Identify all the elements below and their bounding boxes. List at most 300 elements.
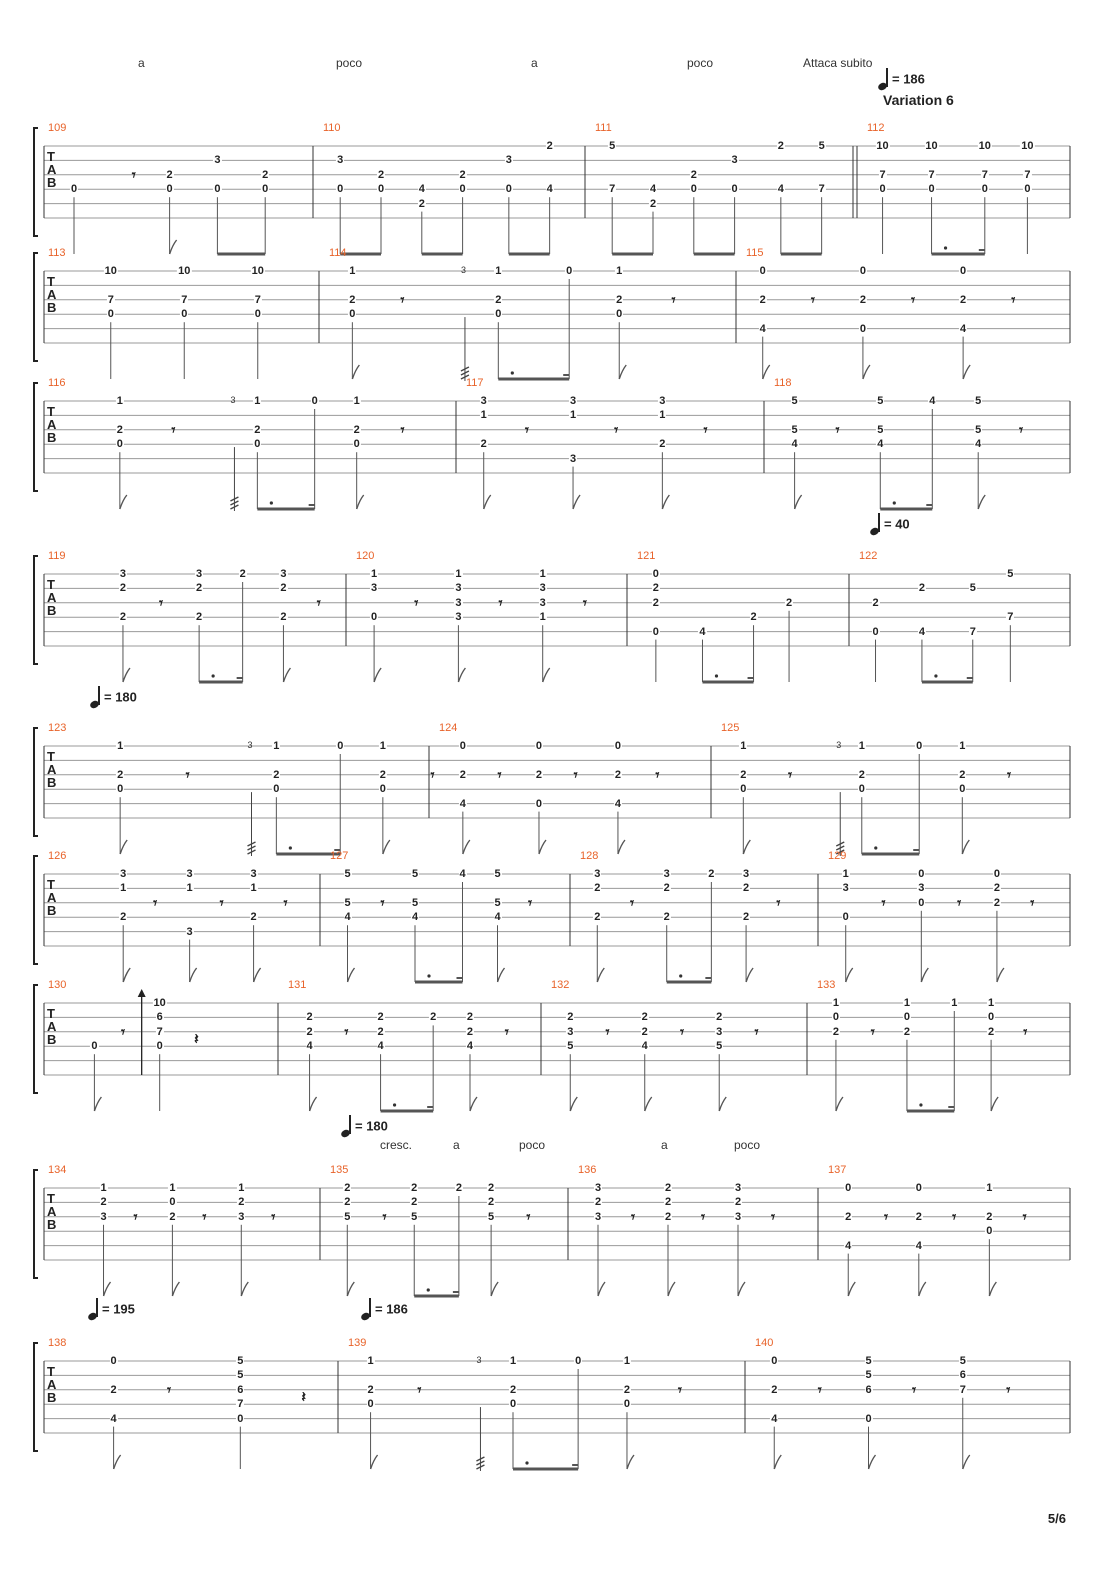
system-bracket <box>34 253 38 361</box>
tempo-marking: = 40 <box>870 515 910 535</box>
fret-number: 2 <box>743 882 750 895</box>
staff-lines <box>0 241 1110 351</box>
fret-number: 4 <box>975 438 982 451</box>
eighth-flag <box>627 1455 634 1469</box>
fret-number: 0 <box>859 265 866 277</box>
measure-number: 120 <box>356 550 375 562</box>
fret-number: 4 <box>411 911 419 924</box>
eighth-flag <box>598 1282 605 1296</box>
fret-number: 10 <box>1021 140 1034 152</box>
eighth-rest-icon: 𝄾 <box>271 1208 276 1226</box>
tab-clef-letter: A <box>47 1204 57 1219</box>
fret-number: 2 <box>418 197 425 210</box>
fret-number: 0 <box>903 1011 910 1024</box>
tab-clef-letter: T <box>47 577 55 592</box>
fret-number: 2 <box>664 1196 672 1209</box>
fret-number: 4 <box>845 1239 852 1252</box>
fret-number: 2 <box>859 293 866 306</box>
fret-number: 2 <box>663 882 670 895</box>
fret-number: 5 <box>411 868 419 880</box>
fret-number: 1 <box>740 740 747 752</box>
fret-number: 0 <box>166 183 173 196</box>
fret-number: 2 <box>858 768 865 781</box>
fret-number: 0 <box>353 438 360 451</box>
fret-number: 10 <box>153 997 166 1009</box>
triplet-mark: 3 <box>230 395 236 405</box>
tab-clef-letter: B <box>47 603 57 618</box>
fret-number: 0 <box>237 1412 244 1425</box>
expression-cresc: cresc. <box>380 1138 413 1152</box>
fret-number: 0 <box>616 308 623 321</box>
fret-number: 2 <box>509 1383 517 1396</box>
fret-number: 3 <box>731 154 738 167</box>
triplet-mark: 3 <box>247 740 253 750</box>
fret-number: 2 <box>196 582 203 595</box>
strum-arrow-head <box>138 989 146 997</box>
fret-number: 0 <box>273 783 280 796</box>
fret-number: 2 <box>262 168 269 181</box>
measure-number: 111 <box>595 122 612 134</box>
fret-number: 2 <box>993 896 1000 909</box>
fret-number: 2 <box>100 1196 107 1209</box>
fret-number: 2 <box>349 293 356 306</box>
fret-number: 2 <box>344 1196 351 1209</box>
fret-number: 3 <box>663 868 670 880</box>
eighth-flag <box>120 495 127 509</box>
fret-number: 1 <box>903 997 910 1009</box>
fret-number: 2 <box>250 911 257 924</box>
measure-number: 119 <box>48 550 66 562</box>
tab-clef-letter: T <box>47 749 55 764</box>
fret-number: 2 <box>750 611 757 624</box>
eighth-flag <box>114 1455 121 1469</box>
fret-number: 5 <box>716 1040 723 1053</box>
fret-number: 2 <box>960 293 967 306</box>
system-bracket <box>34 128 38 236</box>
fret-number: 3 <box>505 154 512 167</box>
fret-number: 1 <box>116 395 123 407</box>
fret-number: 0 <box>986 1225 993 1238</box>
tab-system <box>0 716 1110 826</box>
fret-number: 0 <box>156 1040 163 1053</box>
eighth-rest-icon: 𝄾 <box>1006 766 1011 784</box>
eighth-flag <box>172 1282 179 1296</box>
fret-number: 0 <box>832 1011 839 1024</box>
measure-number: 125 <box>721 722 740 734</box>
fret-number: 6 <box>237 1383 244 1396</box>
fret-number: 0 <box>337 740 344 752</box>
triplet-mark: 3 <box>476 1355 482 1365</box>
eighth-rest-icon: 𝄾 <box>630 894 634 912</box>
fret-number: 2 <box>546 140 553 152</box>
measure-number: 127 <box>330 850 349 862</box>
fret-number: 2 <box>652 582 659 595</box>
eighth-flag <box>919 1282 926 1296</box>
fret-number: 1 <box>569 409 577 422</box>
eighth-flag <box>371 1455 378 1469</box>
eighth-rest-icon: 𝄾 <box>912 1381 916 1399</box>
fret-number: 2 <box>690 168 697 181</box>
fret-number: 5 <box>494 896 501 909</box>
tab-system <box>0 241 1110 351</box>
quarter-note-icon <box>90 688 104 708</box>
measure-number: 118 <box>774 377 792 389</box>
measure-number: 136 <box>578 1164 597 1176</box>
fret-number: 7 <box>181 293 188 306</box>
eighth-flag <box>310 1097 317 1111</box>
fret-number: 3 <box>594 1182 602 1194</box>
fret-number: 5 <box>344 868 351 880</box>
fret-number: 5 <box>344 1210 351 1223</box>
fret-number: 0 <box>367 1398 374 1411</box>
fret-number: 2 <box>455 1182 462 1194</box>
eighth-rest-icon: 𝄾 <box>185 766 190 784</box>
tab-clef-letter: A <box>47 762 57 777</box>
fret-number: 2 <box>708 868 715 880</box>
eighth-flag <box>123 668 130 682</box>
eighth-flag <box>470 1097 477 1111</box>
fret-number: 0 <box>981 183 988 196</box>
eighth-rest-icon: 𝄾 <box>202 1208 207 1226</box>
fret-number: 0 <box>311 395 318 407</box>
eighth-rest-icon: 𝄾 <box>283 894 288 912</box>
fret-number: 2 <box>623 1383 631 1396</box>
eighth-flag <box>836 1097 843 1111</box>
fret-number: 4 <box>791 438 798 451</box>
fret-number: 0 <box>845 1182 852 1194</box>
fret-number: 3 <box>100 1210 107 1223</box>
eighth-flag <box>989 1282 996 1296</box>
fret-number: 2 <box>664 1210 672 1223</box>
augmentation-dot <box>212 674 215 677</box>
fret-number: 2 <box>495 293 502 306</box>
fret-number: 5 <box>488 1210 495 1223</box>
tab-clef-letter: B <box>47 1032 57 1047</box>
fret-number: 5 <box>411 896 419 909</box>
tempo-marking: = 186 <box>878 70 925 90</box>
eighth-rest-icon: 𝄾 <box>133 1208 138 1226</box>
augmentation-dot <box>893 501 896 504</box>
measure-number: 124 <box>439 722 458 734</box>
eighth-rest-icon: 𝄾 <box>957 894 962 912</box>
fret-number: 2 <box>567 1011 574 1024</box>
fret-number: 7 <box>107 293 114 306</box>
fret-number: 2 <box>993 882 1000 895</box>
fret-number: 2 <box>117 768 124 781</box>
fret-number: 7 <box>1007 611 1014 624</box>
fret-number: 2 <box>169 1210 176 1223</box>
fret-number: 5 <box>1007 568 1014 580</box>
eighth-rest-icon: 𝄾 <box>219 894 224 912</box>
tab-clef-letter: T <box>47 274 55 289</box>
fret-number: 2 <box>616 293 623 306</box>
fret-number: 0 <box>117 783 124 796</box>
fret-number: 2 <box>614 768 621 781</box>
fret-number: 10 <box>251 265 264 277</box>
fret-number: 2 <box>466 1011 474 1024</box>
fret-number: 5 <box>865 1369 872 1382</box>
measure-number: 129 <box>828 850 847 862</box>
fret-number: 0 <box>262 183 269 196</box>
system-bracket <box>34 1343 38 1451</box>
tab-clef-letter: B <box>47 175 57 190</box>
fret-number: 2 <box>649 197 657 210</box>
fret-number: 1 <box>371 568 378 580</box>
eighth-rest-icon: 𝄾 <box>526 1208 531 1226</box>
eighth-rest-icon: 𝄾 <box>817 1381 822 1399</box>
fret-number: 0 <box>505 183 512 196</box>
staff-lines <box>0 1158 1110 1268</box>
measure-number: 131 <box>288 979 307 991</box>
fret-number: 10 <box>978 140 991 152</box>
tab-system <box>0 116 1110 226</box>
tab-clef-letter: T <box>47 1006 55 1021</box>
eighth-flag <box>374 668 381 682</box>
tab-clef-letter: A <box>47 590 57 605</box>
fret-number: 7 <box>1024 168 1031 181</box>
fret-number: 0 <box>623 1398 631 1411</box>
fret-number: 10 <box>925 140 938 152</box>
eighth-flag <box>458 668 465 682</box>
fret-number: 2 <box>411 1196 418 1209</box>
eighth-flag <box>774 1455 781 1469</box>
fret-number: 2 <box>641 1025 648 1038</box>
eighth-rest-icon: 𝄾 <box>631 1208 635 1226</box>
fret-number: 4 <box>110 1412 117 1425</box>
fret-number: 0 <box>107 308 114 321</box>
tempo-marking: = 186 <box>361 1300 408 1320</box>
fret-number: 2 <box>120 911 127 924</box>
tab-clef-letter: T <box>47 877 55 892</box>
fret-number: 0 <box>872 625 879 638</box>
fret-number: 2 <box>959 768 966 781</box>
fret-number: 3 <box>480 395 487 407</box>
fret-number: 1 <box>100 1182 107 1194</box>
staff-lines <box>0 716 1110 826</box>
fret-number: 2 <box>488 1196 495 1209</box>
tab-clef-letter: B <box>47 1217 57 1232</box>
fret-number: 0 <box>377 183 385 196</box>
eighth-rest-icon: 𝄾 <box>671 291 676 309</box>
fret-number: 5 <box>959 1355 966 1367</box>
fret-number: 0 <box>842 911 849 924</box>
eighth-rest-icon: 𝄾 <box>573 766 578 784</box>
fret-number: 2 <box>459 168 466 181</box>
quarter-note-icon <box>878 70 892 90</box>
fret-number: 3 <box>918 882 925 895</box>
fret-number: 1 <box>659 409 666 422</box>
fret-number: 2 <box>367 1383 374 1396</box>
expression-attacca: Attaca subito <box>803 56 873 70</box>
eighth-rest-icon: 𝄾 <box>881 894 886 912</box>
eighth-rest-icon: 𝄾 <box>380 894 385 912</box>
eighth-rest-icon: 𝄾 <box>498 594 503 612</box>
fret-number: 5 <box>877 395 884 407</box>
eighth-flag <box>738 1282 745 1296</box>
tab-clef-letter: T <box>47 1364 55 1379</box>
fret-number: 0 <box>535 797 543 810</box>
fret-number: 1 <box>273 740 280 752</box>
fret-number: 3 <box>539 596 546 609</box>
fret-number: 0 <box>566 265 573 277</box>
eighth-flag <box>94 1097 101 1111</box>
eighth-rest-icon: 𝄾 <box>344 1023 349 1041</box>
fret-number: 1 <box>117 740 124 752</box>
eighth-rest-icon: 𝄾 <box>582 594 587 612</box>
fret-number: 0 <box>110 1355 117 1367</box>
tab-system <box>0 544 1110 654</box>
fret-number: 5 <box>494 868 501 880</box>
eighth-rest-icon: 𝄾 <box>870 1023 875 1041</box>
fret-number: 5 <box>865 1355 872 1367</box>
fret-number: 4 <box>377 1040 384 1053</box>
tab-clef-letter: A <box>47 890 57 905</box>
fret-number: 2 <box>771 1383 778 1396</box>
fret-number: 0 <box>116 438 123 451</box>
fret-number: 7 <box>969 625 976 638</box>
fret-number: 1 <box>616 265 623 277</box>
fret-number: 2 <box>379 768 386 781</box>
measure-number: 133 <box>817 979 836 991</box>
measure-number: 115 <box>746 247 764 259</box>
fret-number: 3 <box>569 452 577 465</box>
fret-number: 1 <box>495 265 502 277</box>
fret-number: 2 <box>196 611 203 624</box>
eighth-rest-icon: 𝄾 <box>787 766 792 784</box>
fret-number: 2 <box>411 1182 418 1194</box>
system-bracket <box>34 856 38 964</box>
augmentation-dot <box>525 1461 528 1464</box>
fret-number: 0 <box>993 868 1000 880</box>
fret-number: 2 <box>377 1011 384 1024</box>
fret-number: 2 <box>716 1011 723 1024</box>
fret-number: 4 <box>459 797 466 810</box>
measure-number: 121 <box>637 550 656 562</box>
expression-poco: poco <box>687 56 714 70</box>
fret-number: 0 <box>928 183 935 196</box>
fret-number: 7 <box>156 1025 163 1038</box>
tab-clef-letter: B <box>47 300 57 315</box>
fret-number: 2 <box>659 438 666 451</box>
fret-number: 2 <box>652 596 659 609</box>
fret-number: 4 <box>777 183 784 196</box>
fret-number: 3 <box>455 611 462 624</box>
fret-number: 4 <box>877 438 884 451</box>
fret-number: 3 <box>569 395 577 407</box>
fret-number: 2 <box>845 1210 852 1223</box>
augmentation-dot <box>427 1288 430 1291</box>
quarter-rest-icon: 𝄽 <box>301 1389 306 1407</box>
fret-number: 2 <box>663 911 670 924</box>
fret-number: 0 <box>214 183 221 196</box>
fret-number: 1 <box>959 740 966 752</box>
fret-number: 3 <box>196 568 203 580</box>
fret-number: 2 <box>344 1182 351 1194</box>
tab-clef-letter: A <box>47 287 57 302</box>
eighth-rest-icon: 𝄾 <box>703 421 708 439</box>
fret-number: 0 <box>254 308 261 321</box>
eighth-rest-icon: 𝄾 <box>1006 1381 1011 1399</box>
fret-number: 2 <box>785 596 793 609</box>
fret-number: 2 <box>166 168 173 181</box>
measure-number: 114 <box>329 247 347 259</box>
eighth-rest-icon: 𝄾 <box>414 594 419 612</box>
eighth-rest-icon: 𝄾 <box>524 421 529 439</box>
fret-number: 4 <box>649 183 657 196</box>
eighth-rest-icon: 𝄾 <box>1023 1023 1028 1041</box>
fret-number: 1 <box>367 1355 374 1367</box>
fret-number: 3 <box>120 868 127 880</box>
eighth-flag <box>991 1097 998 1111</box>
fret-number: 2 <box>740 768 747 781</box>
fret-number: 4 <box>546 183 553 196</box>
quarter-note-icon <box>870 515 884 535</box>
section-title: Variation 6 <box>883 92 954 108</box>
fret-number: 6 <box>865 1383 872 1396</box>
fret-number: 3 <box>455 596 462 609</box>
augmentation-dot <box>393 1103 396 1106</box>
tab-system <box>0 1331 1110 1441</box>
staff-lines <box>0 844 1110 954</box>
tab-system <box>0 844 1110 954</box>
fret-number: 1 <box>509 1355 517 1367</box>
eighth-flag <box>241 1282 248 1296</box>
fret-number: 7 <box>928 168 935 181</box>
fret-number: 6 <box>959 1369 966 1382</box>
fret-number: 2 <box>306 1025 313 1038</box>
fret-number: 3 <box>734 1210 742 1223</box>
fret-number: 4 <box>699 625 706 638</box>
measure-number: 134 <box>48 1164 67 1176</box>
fret-number: 0 <box>740 783 747 796</box>
eighth-rest-icon: 𝄾 <box>382 1208 387 1226</box>
fret-number: 1 <box>186 882 193 895</box>
fret-number: 0 <box>918 868 925 880</box>
tab-clef-letter: A <box>47 162 57 177</box>
tab-clef-letter: T <box>47 404 55 419</box>
fret-number: 3 <box>280 568 287 580</box>
eighth-rest-icon: 𝄾 <box>810 291 815 309</box>
fret-number: 5 <box>969 582 976 595</box>
fret-number: 0 <box>771 1355 778 1367</box>
fret-number: 7 <box>959 1383 966 1396</box>
eighth-rest-icon: 𝄾 <box>614 421 619 439</box>
fret-number: 4 <box>614 797 621 810</box>
measure-number: 123 <box>48 722 67 734</box>
augmentation-dot <box>934 674 937 677</box>
fret-number: 4 <box>344 911 351 924</box>
eighth-rest-icon: 𝄾 <box>835 421 840 439</box>
fret-number: 0 <box>916 740 923 752</box>
eighth-rest-icon: 𝄾 <box>1019 421 1024 439</box>
fret-number: 2 <box>119 611 127 624</box>
expression-a: a <box>453 1138 460 1152</box>
system-bracket <box>34 556 38 664</box>
fret-number: 0 <box>959 783 966 796</box>
tab-clef-letter: A <box>47 1377 57 1392</box>
measure-number: 112 <box>867 122 885 134</box>
augmentation-dot <box>715 674 718 677</box>
eighth-rest-icon: 𝄾 <box>701 1208 705 1226</box>
augmentation-dot <box>919 1103 922 1106</box>
fret-number: 5 <box>344 896 351 909</box>
fret-number: 1 <box>238 1182 245 1194</box>
eighth-rest-icon: 𝄾 <box>528 894 532 912</box>
fret-number: 1 <box>169 1182 176 1194</box>
fret-number: 2 <box>377 168 385 181</box>
fret-number: 0 <box>731 183 738 196</box>
fret-number: 2 <box>280 611 287 624</box>
